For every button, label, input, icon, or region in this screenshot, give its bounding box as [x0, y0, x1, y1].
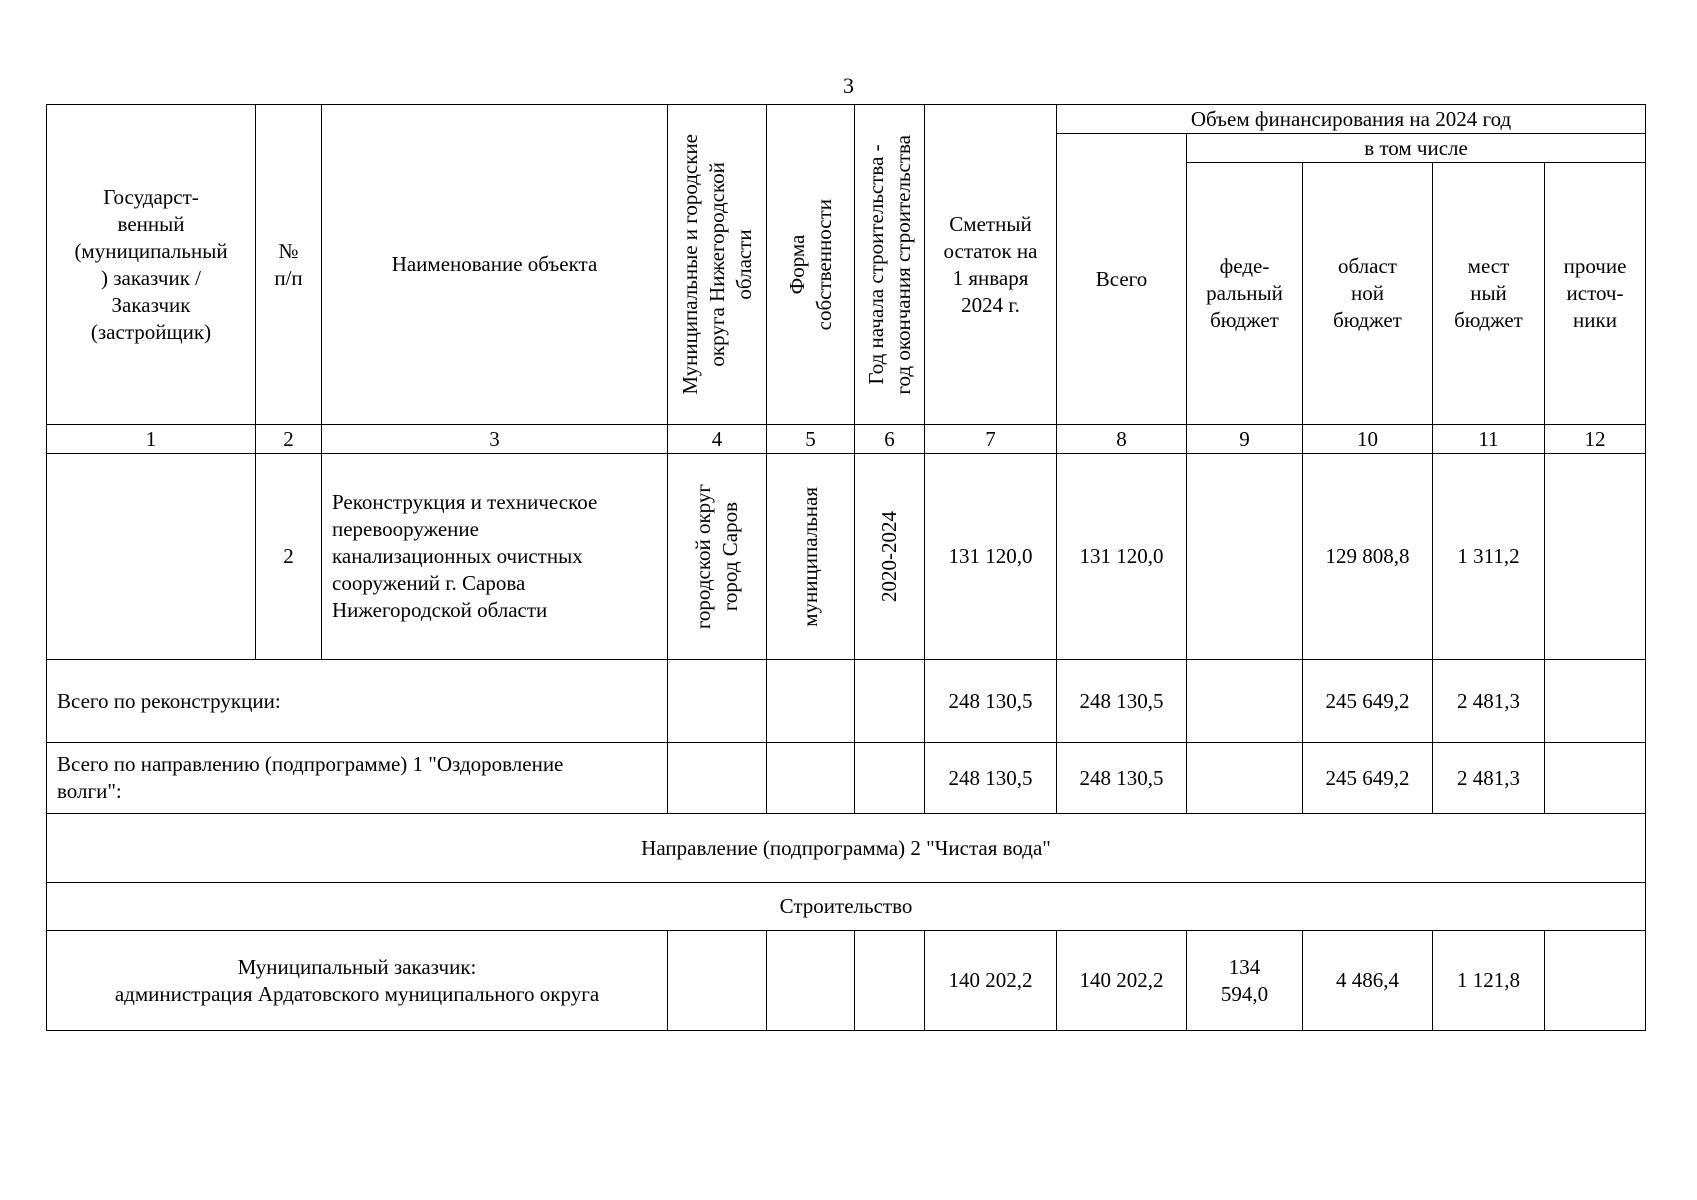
- section-construction-title: Строительство: [47, 883, 1646, 931]
- section-row: [47, 814, 1646, 883]
- total-reconstruction-label: Всего по реконструкции:: [47, 660, 668, 743]
- column-number: 10: [1303, 425, 1433, 454]
- object-total: 131 120,0: [1057, 454, 1187, 660]
- object-name: Реконструкция и техническое перевооружение канализационных очистных сооружений г. Сарова Нижегородской области: [322, 454, 668, 660]
- total-reconstruction-regional: 245 649,2: [1303, 660, 1433, 743]
- object-customer: [47, 454, 256, 660]
- empty-cell: [767, 931, 855, 1031]
- empty-cell: [668, 931, 767, 1031]
- total-direction-regional: 245 649,2: [1303, 743, 1433, 814]
- total-reconstruction-federal: [1187, 660, 1303, 743]
- object-local: 1 311,2: [1433, 454, 1545, 660]
- column-number: 6: [855, 425, 925, 454]
- header-ownership: Форма собственности: [767, 105, 855, 425]
- customer-total: 140 202,2: [1057, 931, 1187, 1031]
- header-federal: феде- ральный бюджет: [1187, 163, 1303, 425]
- customer-estimate: 140 202,2: [925, 931, 1057, 1031]
- customer-label: Муниципальный заказчик: администрация Ардатовского муниципального округа: [47, 931, 668, 1031]
- empty-cell: [855, 743, 925, 814]
- object-federal: [1187, 454, 1303, 660]
- header-municipality: Муниципальные и городские округа Нижегородской области: [668, 105, 767, 425]
- customer-regional: 4 486,4: [1303, 931, 1433, 1031]
- column-number: 9: [1187, 425, 1303, 454]
- financing-table: [46, 104, 1646, 1031]
- header-customer: Государст- венный (муниципальный ) заказчик / Заказчик (застройщик): [47, 105, 256, 425]
- total-direction-total: 248 130,5: [1057, 743, 1187, 814]
- object-ownership: муниципальная: [767, 454, 855, 660]
- total-reconstruction-total: 248 130,5: [1057, 660, 1187, 743]
- total-reconstruction-other: [1545, 660, 1646, 743]
- empty-cell: [668, 743, 767, 814]
- column-number: 1: [47, 425, 256, 454]
- customer-federal: 134 594,0: [1187, 931, 1303, 1031]
- column-number: 12: [1545, 425, 1646, 454]
- header-regional: област ной бюджет: [1303, 163, 1433, 425]
- object-regional: 129 808,8: [1303, 454, 1433, 660]
- section-row: [47, 883, 1646, 931]
- header-including: в том числе: [1187, 134, 1646, 163]
- customer-local: 1 121,8: [1433, 931, 1545, 1031]
- header-local: мест ный бюджет: [1433, 163, 1545, 425]
- column-number: 7: [925, 425, 1057, 454]
- empty-cell: [668, 660, 767, 743]
- page-number: 3: [843, 73, 854, 98]
- column-number: 3: [322, 425, 668, 454]
- object-row: [47, 454, 1646, 660]
- column-number: 4: [668, 425, 767, 454]
- object-number: 2: [256, 454, 322, 660]
- column-number: 11: [1433, 425, 1545, 454]
- column-number: 8: [1057, 425, 1187, 454]
- total-direction-other: [1545, 743, 1646, 814]
- total-direction-federal: [1187, 743, 1303, 814]
- empty-cell: [767, 660, 855, 743]
- empty-cell: [767, 743, 855, 814]
- section-direction-title: Направление (подпрограмма) 2 "Чистая вода": [47, 814, 1646, 883]
- total-direction-estimate: 248 130,5: [925, 743, 1057, 814]
- column-number: 2: [256, 425, 322, 454]
- object-years: 2020-2024: [855, 454, 925, 660]
- total-reconstruction-row: [47, 660, 1646, 743]
- header-number: № п/п: [256, 105, 322, 425]
- total-direction-local: 2 481,3: [1433, 743, 1545, 814]
- header-years: Год начала строительства - год окончания строительства: [855, 105, 925, 425]
- column-number: 5: [767, 425, 855, 454]
- total-direction-label: Всего по направлению (подпрограмме) 1 "Оздоровление волги":: [47, 743, 668, 814]
- column-numbers-row: [47, 425, 1646, 454]
- total-direction-row: [47, 743, 1646, 814]
- object-municipality: городской округ город Саров: [668, 454, 767, 660]
- object-estimate: 131 120,0: [925, 454, 1057, 660]
- customer-row: [47, 931, 1646, 1031]
- header-estimate: Сметный остаток на 1 января 2024 г.: [925, 105, 1057, 425]
- header-funding-title: Объем финансирования на 2024 год: [1057, 105, 1646, 134]
- object-other: [1545, 454, 1646, 660]
- customer-other: [1545, 931, 1646, 1031]
- empty-cell: [855, 931, 925, 1031]
- header-total: Всего: [1057, 134, 1187, 425]
- empty-cell: [855, 660, 925, 743]
- header-object-name: Наименование объекта: [322, 105, 668, 425]
- total-reconstruction-local: 2 481,3: [1433, 660, 1545, 743]
- total-reconstruction-estimate: 248 130,5: [925, 660, 1057, 743]
- header-other: прочие источ- ники: [1545, 163, 1646, 425]
